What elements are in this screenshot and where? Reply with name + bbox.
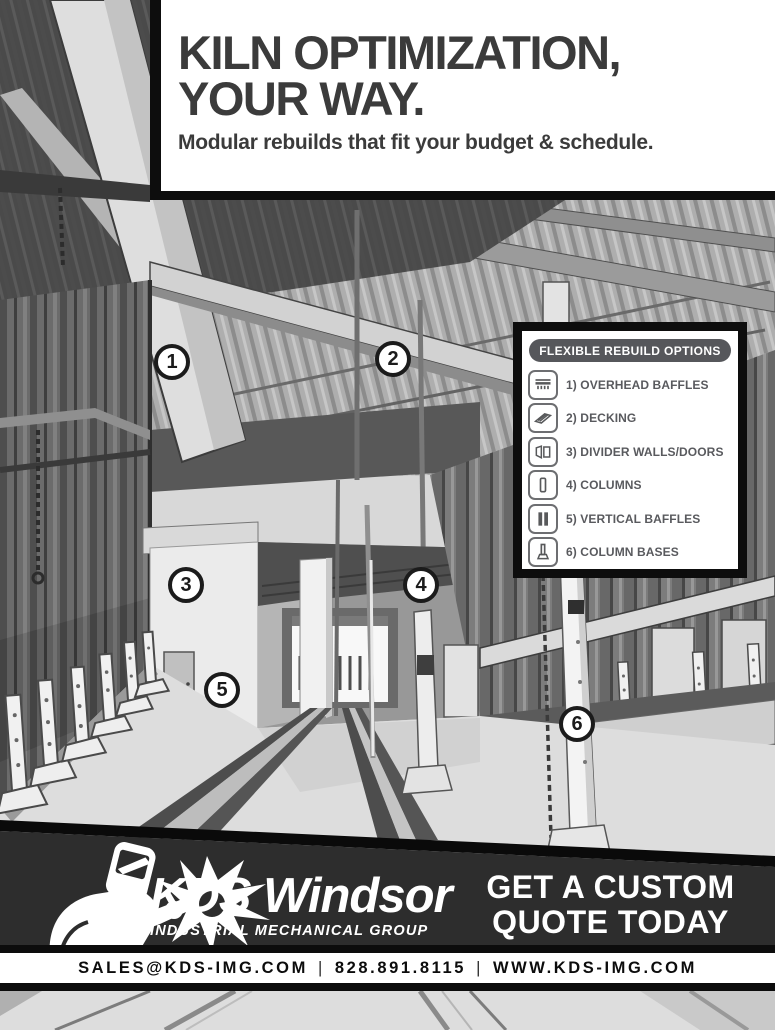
callout-1	[154, 344, 190, 380]
cta-line2: QUOTE TODAY	[492, 903, 729, 940]
legend-item-label: 6) COLUMN BASES	[566, 545, 679, 560]
separator: |	[476, 958, 483, 977]
legend	[513, 322, 747, 578]
callout-5	[204, 672, 240, 708]
contact-phone: 828.891.8115	[334, 958, 467, 977]
column-bases-icon	[528, 537, 558, 567]
page-title-line1: KILN OPTIMIZATION,	[178, 26, 621, 79]
callout-6	[559, 706, 595, 742]
separator: |	[317, 958, 325, 977]
brand-block	[150, 869, 452, 939]
callout-number: 6	[571, 712, 583, 735]
legend-item-label: 5) VERTICAL BAFFLES	[566, 511, 701, 526]
callout-4	[403, 567, 439, 603]
legend-item-label: 2) DECKING	[566, 411, 637, 426]
divider-walls-doors-icon	[528, 437, 558, 467]
columns-icon	[528, 470, 558, 500]
page-subtitle: Modular rebuilds that fit your budget & schedule.	[178, 131, 654, 155]
contact-website: WWW.KDS-IMG.COM	[492, 958, 697, 977]
callout-3	[168, 567, 204, 603]
vertical-baffles-icon	[528, 504, 558, 534]
header	[150, 0, 775, 200]
legend-item-columns	[528, 469, 734, 503]
callout-number: 2	[387, 347, 399, 370]
contact-email: SALES@KDS-IMG.COM	[78, 958, 308, 977]
callout-2	[375, 341, 411, 377]
brand-name: KDS Windsor	[150, 869, 452, 923]
callout-number: 3	[180, 573, 192, 596]
callout-number: 4	[415, 573, 427, 596]
legend-item-vertical-baffles	[528, 502, 734, 536]
cta-text	[458, 870, 763, 939]
legend-item-overhead-baffles	[528, 368, 734, 402]
overhead-baffles-icon	[528, 370, 558, 400]
legend-item-label: 3) DIVIDER WALLS/DOORS	[566, 444, 724, 459]
cta-line1: GET A CUSTOM	[486, 869, 735, 905]
contact-bar	[0, 945, 775, 991]
legend-title: FLEXIBLE REBUILD OPTIONS	[529, 339, 731, 362]
legend-item-label: 4) COLUMNS	[566, 478, 642, 493]
brand-tagline: INDUSTRIAL MECHANICAL GROUP	[150, 923, 429, 939]
callout-number: 5	[216, 678, 228, 701]
legend-item-column-bases	[528, 536, 734, 570]
legend-item-divider-walls	[528, 435, 734, 469]
page-title-line2: YOUR WAY.	[178, 72, 424, 126]
decking-icon	[528, 403, 558, 433]
page-title	[178, 26, 767, 126]
legend-item-decking	[528, 402, 734, 436]
callout-number: 1	[166, 350, 178, 373]
legend-item-label: 1) OVERHEAD BAFFLES	[566, 377, 709, 392]
